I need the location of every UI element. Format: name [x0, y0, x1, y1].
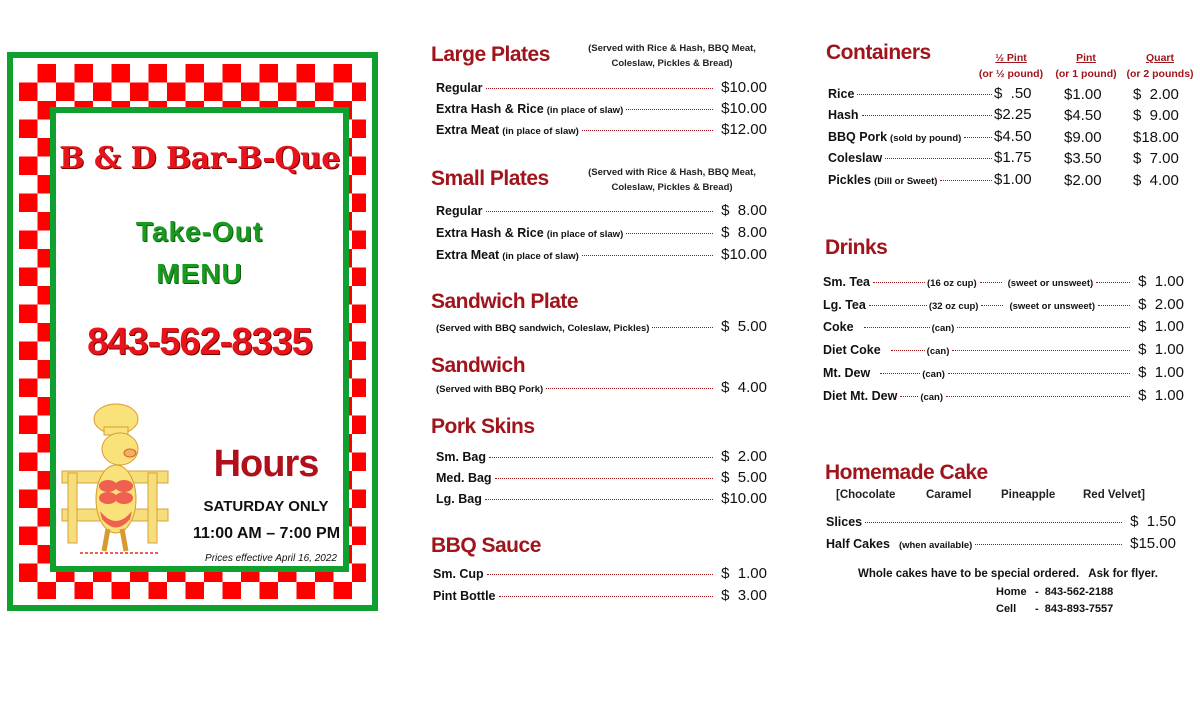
item-size: (16 oz cup) — [927, 278, 977, 289]
drink-row — [823, 296, 1184, 318]
menu-item-row — [433, 587, 767, 609]
contact-label: Home — [996, 586, 1027, 598]
item-price: $15.00 — [1130, 535, 1176, 552]
leader-dots — [981, 305, 1003, 306]
leader-dots — [880, 373, 920, 374]
item-size: (can) — [920, 392, 944, 403]
drink-row — [823, 318, 1184, 340]
item-size: (32 oz cup) — [928, 301, 979, 312]
item-name: Diet Coke — [823, 343, 881, 357]
item-price: $ 2.00 — [721, 448, 767, 465]
item-name: Extra Meat — [436, 123, 500, 137]
price-half-pint: $1.75 — [994, 149, 1032, 166]
price-half-pint: $ .50 — [994, 85, 1032, 102]
column-label: Quart — [1145, 52, 1174, 64]
drink-row — [823, 364, 1184, 386]
sandwich-heading: Sandwich — [431, 354, 526, 377]
item-size: (can) — [931, 323, 955, 334]
item-detail: (in place of slaw) — [546, 229, 624, 240]
price-half-pint: $4.50 — [994, 128, 1032, 145]
leader-dots — [489, 457, 713, 458]
leader-dots — [486, 211, 713, 212]
item-detail: (sold by pound) — [890, 133, 962, 144]
item-price: $10.00 — [721, 490, 767, 507]
menu-item-row — [436, 246, 767, 268]
container-row — [828, 128, 1038, 150]
item-name: (Served with BBQ sandwich, Coleslaw, Pickles) — [436, 323, 650, 334]
item-price: $10.00 — [721, 79, 767, 96]
item-price: $ 1.00 — [1138, 387, 1184, 404]
drinks-heading: Drinks — [825, 236, 888, 259]
item-price: $ 8.00 — [721, 202, 767, 219]
contact-label: Cell — [996, 603, 1017, 615]
menu-item-row — [436, 79, 767, 101]
pork-skins-heading: Pork Skins — [431, 415, 535, 438]
item-price: $ 1.00 — [1138, 364, 1184, 381]
leader-dots — [952, 350, 1130, 351]
restaurant-name: B & D Bar-B-Que — [59, 141, 340, 176]
item-option: (sweet or unsweet) — [1007, 278, 1094, 289]
item-detail: (Dill or Sweet) — [874, 176, 938, 187]
price-quart: $ 7.00 — [1133, 150, 1179, 167]
column-sublabel: (or 2 pounds) — [1126, 68, 1194, 80]
item-name: Sm. Cup — [433, 567, 484, 581]
container-row — [828, 149, 1038, 171]
containers-heading: Containers — [826, 41, 931, 64]
price-pint: $1.00 — [1064, 86, 1102, 103]
menu-item-row — [436, 469, 767, 491]
item-name: Pint Bottle — [433, 589, 496, 603]
item-name: Sm. Bag — [436, 450, 487, 464]
item-name: Pickles — [828, 173, 872, 187]
item-name: Hash — [828, 108, 859, 122]
leader-dots — [626, 109, 713, 110]
takeout-menu-heading — [56, 211, 343, 295]
leader-dots — [626, 233, 713, 234]
menu-item-row — [436, 318, 767, 340]
item-price: $ 1.00 — [721, 565, 767, 582]
takeout-label: Take-Out — [135, 216, 264, 247]
sandwich-plate-heading: Sandwich Plate — [431, 290, 579, 313]
note-line: (Served with Rice & Hash, BBQ Meat, — [588, 43, 756, 54]
item-name: Slices — [826, 515, 863, 529]
leader-dots — [1098, 305, 1130, 306]
menu-item-row — [436, 224, 767, 246]
item-name: Sm. Tea — [823, 275, 871, 289]
item-name: Half Cakes — [826, 537, 890, 551]
note-line: Coleslaw, Pickles & Bread) — [611, 58, 733, 69]
price-pint: $4.50 — [1064, 107, 1102, 124]
contact-number: - 843-893-7557 — [1035, 603, 1114, 615]
hours-time: 11:00 AM – 7:00 PM — [192, 525, 341, 542]
item-name: Extra Meat — [436, 248, 500, 262]
leader-dots — [885, 158, 992, 159]
item-price: $ 4.00 — [721, 379, 767, 396]
price-pint: $3.50 — [1064, 150, 1102, 167]
main-phone-number: 843-562-8335 — [87, 321, 312, 363]
item-name: Lg. Bag — [436, 492, 482, 506]
flavor: Caramel — [926, 489, 972, 501]
small-plates-heading: Small Plates — [431, 167, 549, 190]
item-name: Rice — [828, 87, 855, 101]
cake-flavors — [836, 489, 1145, 501]
price-quart: $ 2.00 — [1133, 86, 1179, 103]
column-half-pint — [978, 50, 1044, 82]
price-pint: $9.00 — [1064, 129, 1102, 146]
flavor: Red Velvet] — [1083, 489, 1145, 501]
homemade-cake-heading: Homemade Cake — [825, 461, 988, 484]
flavor: Pineapple — [1001, 489, 1056, 501]
item-name: Lg. Tea — [823, 298, 866, 312]
price-half-pint: $2.25 — [994, 106, 1032, 123]
item-price: $ 1.50 — [1130, 513, 1176, 530]
column-pint — [1053, 50, 1119, 82]
leader-dots — [957, 327, 1130, 328]
prices-effective-date: Prices effective April 16, 2022 — [205, 553, 337, 564]
item-size: (can) — [922, 369, 945, 380]
item-price: $ 5.00 — [721, 469, 767, 486]
leader-dots — [975, 544, 1122, 545]
drink-row — [823, 341, 1184, 363]
leader-dots — [1096, 282, 1130, 283]
container-row — [828, 171, 1038, 193]
item-name: Mt. Dew — [823, 366, 871, 380]
item-name: Regular — [436, 204, 483, 218]
leader-dots — [582, 255, 713, 256]
leader-dots — [546, 388, 713, 389]
drink-row — [823, 273, 1184, 295]
cover-panel — [7, 52, 378, 611]
flavor: [Chocolate — [836, 489, 896, 501]
small-plates-note — [572, 165, 772, 195]
leader-dots — [869, 305, 927, 306]
item-name: Coke — [823, 320, 854, 334]
menu-item-row — [436, 448, 767, 470]
leader-dots — [964, 137, 992, 138]
leader-dots — [900, 396, 918, 397]
item-price: $ 2.00 — [1138, 296, 1184, 313]
item-name: Coleslaw — [828, 151, 883, 165]
leader-dots — [873, 282, 925, 283]
item-price: $10.00 — [721, 100, 767, 117]
large-plates-note — [572, 41, 772, 71]
price-quart: $18.00 — [1133, 129, 1179, 146]
cake-row — [826, 513, 1176, 535]
column-sublabel: (or ½ pound) — [978, 68, 1044, 80]
menu-label: MENU — [156, 258, 243, 289]
leader-dots — [487, 574, 713, 575]
container-row — [828, 106, 1038, 128]
item-detail: (in place of slaw) — [502, 126, 579, 137]
item-price: $ 5.00 — [721, 318, 767, 335]
item-name: Diet Mt. Dew — [823, 389, 898, 403]
column-quart — [1125, 50, 1195, 82]
item-name: (Served with BBQ Pork) — [436, 384, 544, 395]
column-sublabel: (or 1 pound) — [1055, 68, 1117, 80]
cake-row — [826, 535, 1176, 557]
item-detail: (in place of slaw) — [502, 251, 579, 262]
item-price: $ 8.00 — [721, 224, 767, 241]
item-name: Med. Bag — [436, 471, 492, 485]
drink-row — [823, 387, 1184, 409]
leader-dots — [499, 596, 714, 597]
menu-item-row — [436, 121, 767, 143]
leader-dots — [582, 130, 713, 131]
item-price: $ 1.00 — [1138, 341, 1184, 358]
leader-dots — [862, 115, 992, 116]
leader-dots — [486, 88, 713, 89]
item-name: Extra Hash & Rice — [436, 102, 544, 116]
item-detail: (in place of slaw) — [546, 105, 624, 116]
item-option: (sweet or unsweet) — [1009, 301, 1095, 312]
note-line: (Served with Rice & Hash, BBQ Meat, — [588, 167, 756, 178]
price-pint: $2.00 — [1064, 172, 1102, 189]
price-half-pint: $1.00 — [994, 171, 1032, 188]
cover-inner-frame — [50, 107, 349, 572]
item-name: Regular — [436, 81, 483, 95]
item-price: $ 1.00 — [1138, 273, 1184, 290]
container-row — [828, 85, 1038, 107]
item-price: $12.00 — [721, 121, 767, 138]
leader-dots — [946, 396, 1130, 397]
leader-dots — [891, 350, 925, 351]
menu-item-row — [436, 490, 767, 512]
large-plates-heading: Large Plates — [431, 43, 550, 66]
item-price: $ 1.00 — [1138, 318, 1184, 335]
menu-item-row — [436, 379, 767, 401]
item-size: (can) — [926, 346, 950, 357]
item-detail: (when available) — [898, 540, 973, 551]
item-name: Extra Hash & Rice — [436, 226, 544, 240]
contact-number: - 843-562-2188 — [1035, 586, 1114, 598]
menu-item-row — [433, 565, 767, 587]
pig-chef-mascot-icon — [60, 401, 170, 561]
note-line: Coleslaw, Pickles & Bread) — [611, 182, 733, 193]
column-label: ½ Pint — [995, 52, 1027, 64]
leader-dots — [485, 499, 713, 500]
leader-dots — [865, 522, 1122, 523]
item-price: $ 3.00 — [721, 587, 767, 604]
leader-dots — [980, 282, 1002, 283]
hours-days: SATURDAY ONLY — [203, 498, 329, 515]
menu-item-row — [436, 202, 767, 224]
leader-dots — [857, 94, 992, 95]
leader-dots — [495, 478, 713, 479]
item-price: $10.00 — [721, 246, 767, 263]
price-quart: $ 4.00 — [1133, 172, 1179, 189]
hours-heading: Hours — [213, 443, 319, 485]
bbq-sauce-heading: BBQ Sauce — [431, 534, 541, 557]
item-name: BBQ Pork — [828, 130, 888, 144]
price-quart: $ 9.00 — [1133, 107, 1179, 124]
whole-cake-note: Whole cakes have to be special ordered. Ask for flyer. — [858, 568, 1158, 580]
column-label: Pint — [1076, 52, 1096, 64]
leader-dots — [940, 180, 992, 181]
leader-dots — [864, 327, 930, 328]
leader-dots — [652, 327, 713, 328]
menu-item-row — [436, 100, 767, 122]
leader-dots — [948, 373, 1130, 374]
